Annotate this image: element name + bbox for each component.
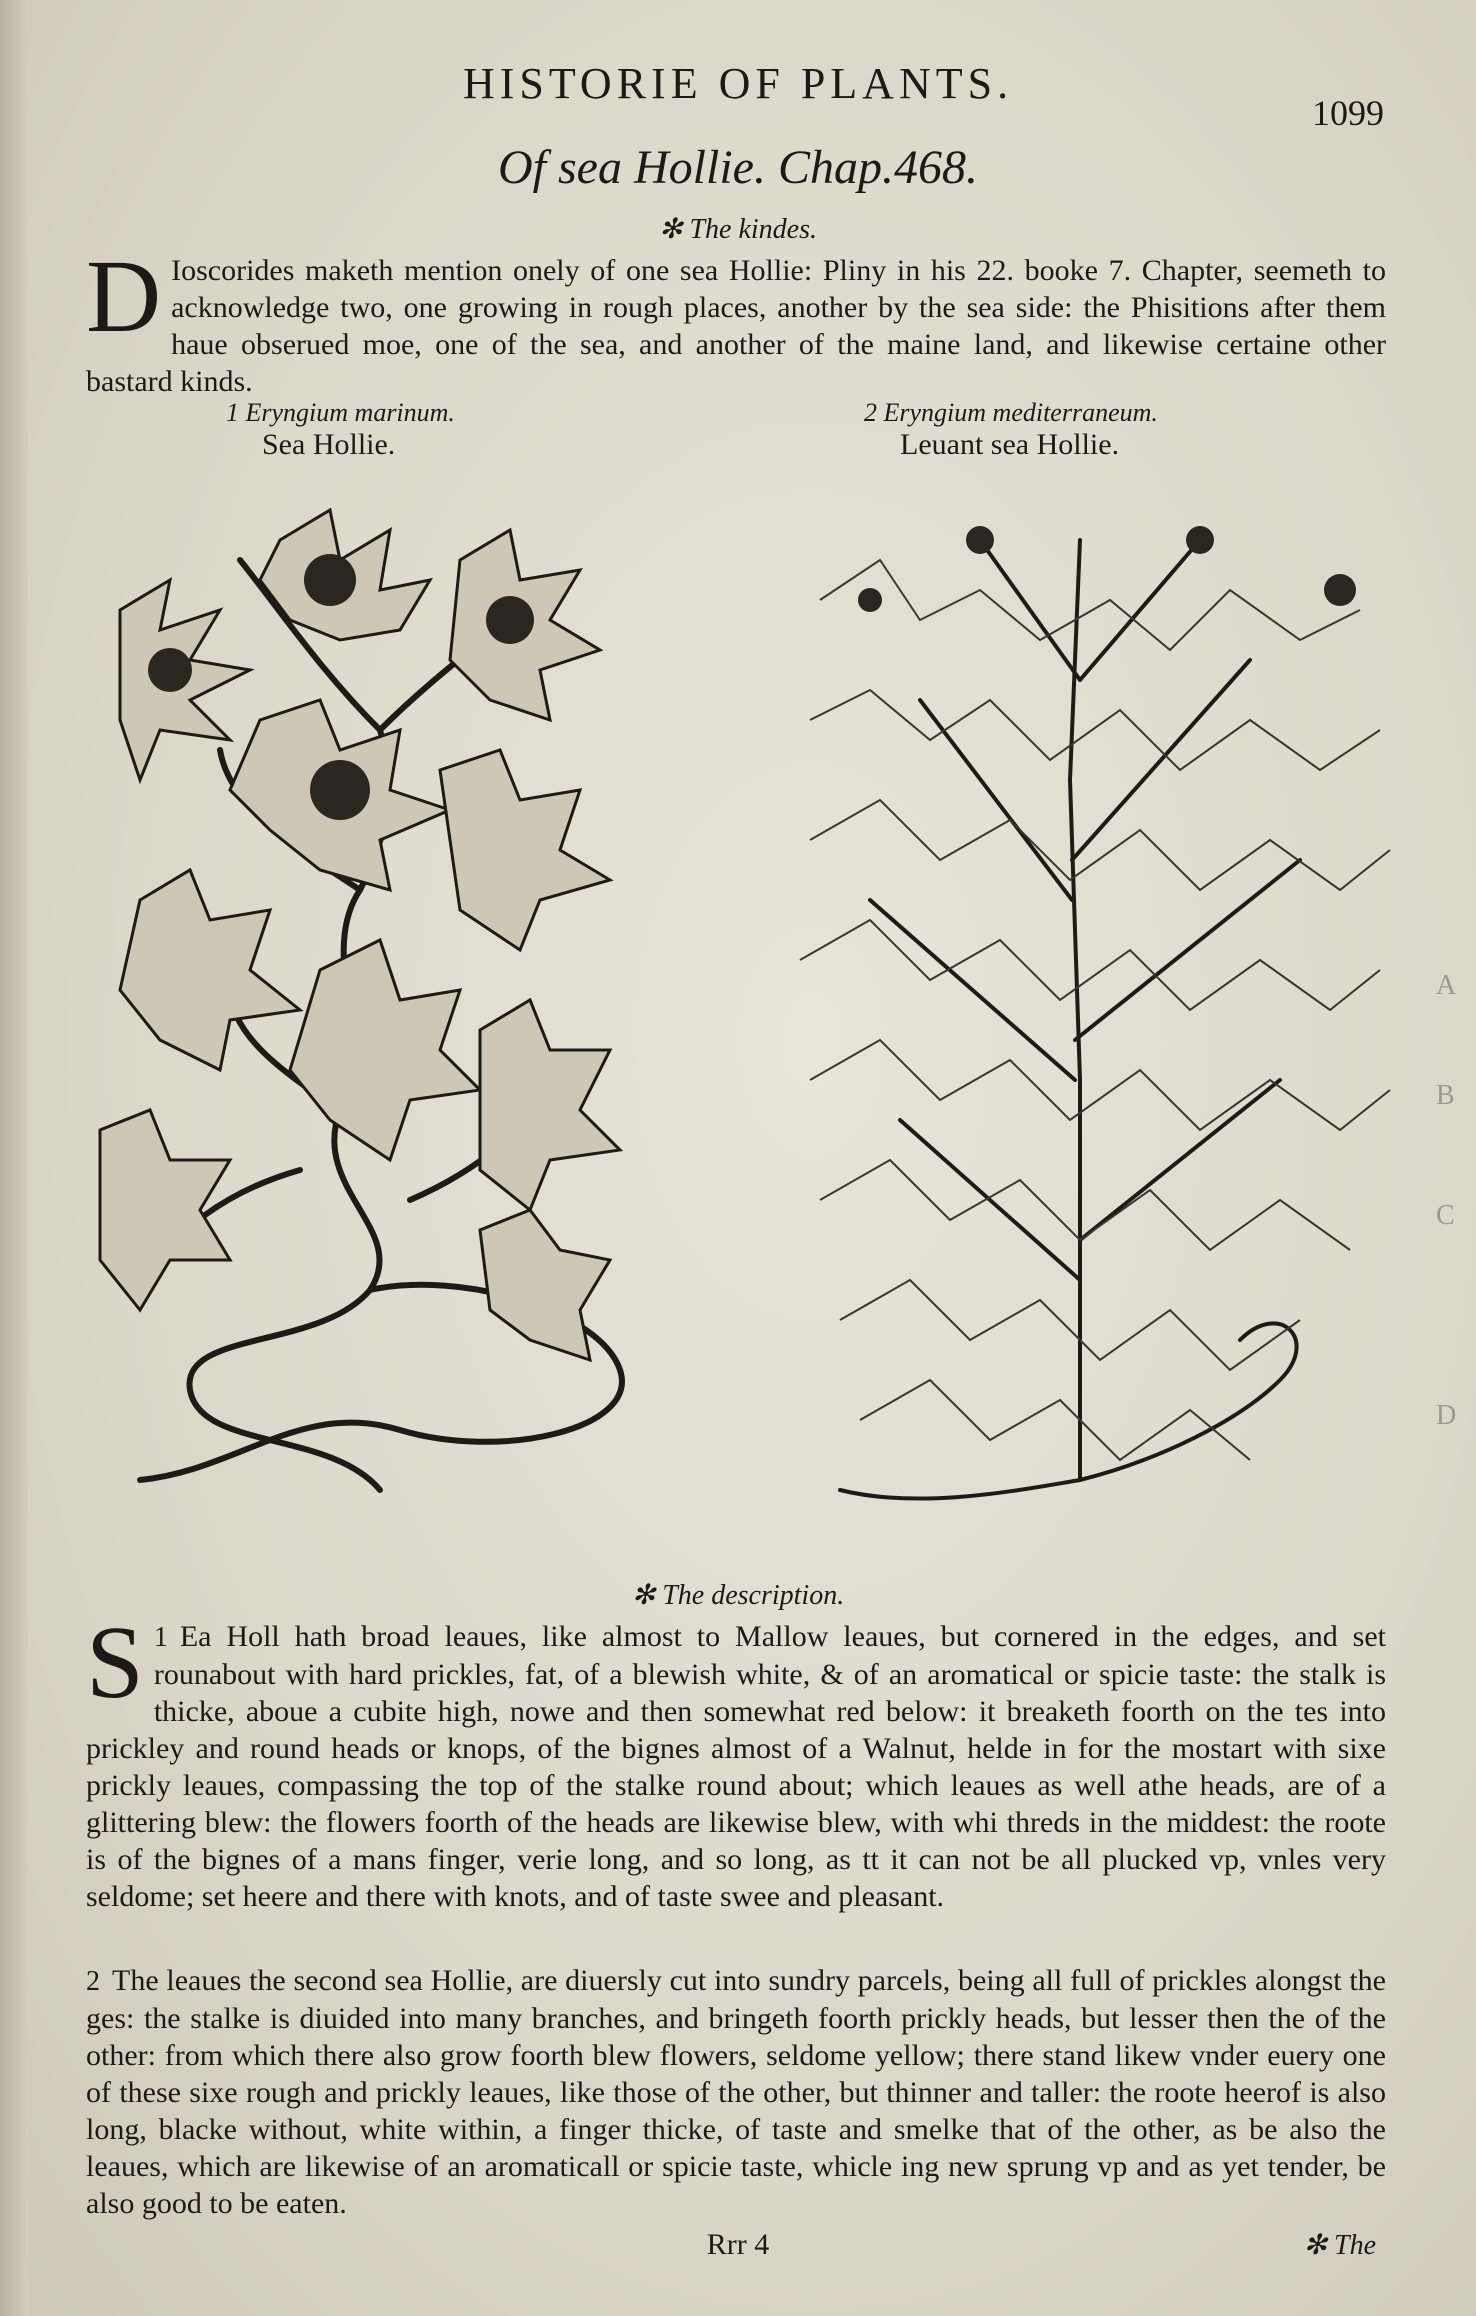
dropcap-s: S bbox=[86, 1605, 144, 1720]
paragraph-2-marker: 2 bbox=[86, 1966, 100, 1997]
dropcap-d: D bbox=[86, 239, 162, 354]
figure-1-caption bbox=[226, 398, 455, 462]
figure-1-common-name: Sea Hollie. bbox=[262, 428, 396, 461]
page-gutter-shadow bbox=[0, 0, 28, 2316]
margin-letter-d: D bbox=[1436, 1400, 1457, 1431]
kindes-heading: ✻ The kindes. bbox=[659, 214, 817, 245]
signature-mark: Rrr 4 bbox=[706, 2228, 770, 2261]
figure-2-caption bbox=[864, 398, 1158, 462]
description-paragraph-2 bbox=[86, 1962, 1386, 2222]
description-paragraph-1 bbox=[86, 1605, 1386, 1915]
figure-2-latin-name: 2 Eryngium mediterraneum. bbox=[864, 398, 1158, 427]
catchword: ✻ The bbox=[1303, 2230, 1376, 2261]
description-text-1: Ea Holl hath broad leaues, like almost to Mallow leaues, but cornered in the edges, and set rounabout with hard prickles, fat, of a blewish white, & of an aromatical or spicie taste: the stalk is thicke, aboue a cubite high, nowe and then somewhat red below: it breaketh foorth on the tes into prickley and round heads or knops, of the bignes almost of a Walnut, helde in for the mostart with sixe prickly leaues, compassing the top of the stalke round about; which leaues as well athe heads, are of a glittering blew: the flowers foorth of the heads are likewise blew, with whi threds in the middest: the roote is of the bignes of a mans finger, verie long, and so long, as tt it can not be all plucked vp, vnles very seldome; set heere and there with knots, and of taste swee and pleasant. bbox=[86, 1620, 1386, 1913]
description-text-2: The leaues the second sea Hollie, are diuersly cut into sundry parcels, being all full of prickles alongst the ges: the stalke is diuided into many branches, and bringeth foorth prickly heads, but lesser then the of the other: from which there also grow foorth blew flowers, seldome yellow; there stand likew vnder euery one of these sixe rough and prickly leaues, like those of the other, but thinner and taller: the roote heerof is also long, blacke without, white within, a finger thicke, of taste and smelke that of the other, as be also the leaues, which are likewise of an aromaticall or spicie taste, whicle ing new sprung vp and as yet tender, be also good to be eaten. bbox=[86, 1964, 1386, 2220]
leuant-sea-hollie-woodcut bbox=[780, 480, 1400, 1520]
chapter-title: Of sea Hollie. Chap.468. bbox=[498, 141, 978, 194]
running-title: HISTORIE OF PLANTS. bbox=[462, 59, 1014, 108]
kindes-paragraph bbox=[86, 239, 1386, 400]
page-number: 1099 bbox=[1312, 93, 1384, 133]
figure-1-latin-name: 1 Eryngium marinum. bbox=[226, 398, 455, 427]
paragraph-1-marker: 1 bbox=[153, 1622, 168, 1653]
figure-2-common-name: Leuant sea Hollie. bbox=[900, 428, 1120, 461]
description-heading: ✻ The description. bbox=[631, 1580, 845, 1611]
margin-letter-a: A bbox=[1436, 970, 1457, 1001]
sea-hollie-woodcut bbox=[80, 470, 670, 1530]
kindes-text: Ioscorides maketh mention onely of one sea Hollie: Pliny in his 22. booke 7. Chapter, seemeth to acknowledge two, one growing in rough places, another by the sea side: the Phisitions after them haue obserued moe, one of the sea, and another of the maine land, and likewise certaine other bastard kinds. bbox=[86, 254, 1386, 398]
margin-letter-b: B bbox=[1436, 1080, 1455, 1111]
margin-letter-c: C bbox=[1436, 1200, 1455, 1231]
